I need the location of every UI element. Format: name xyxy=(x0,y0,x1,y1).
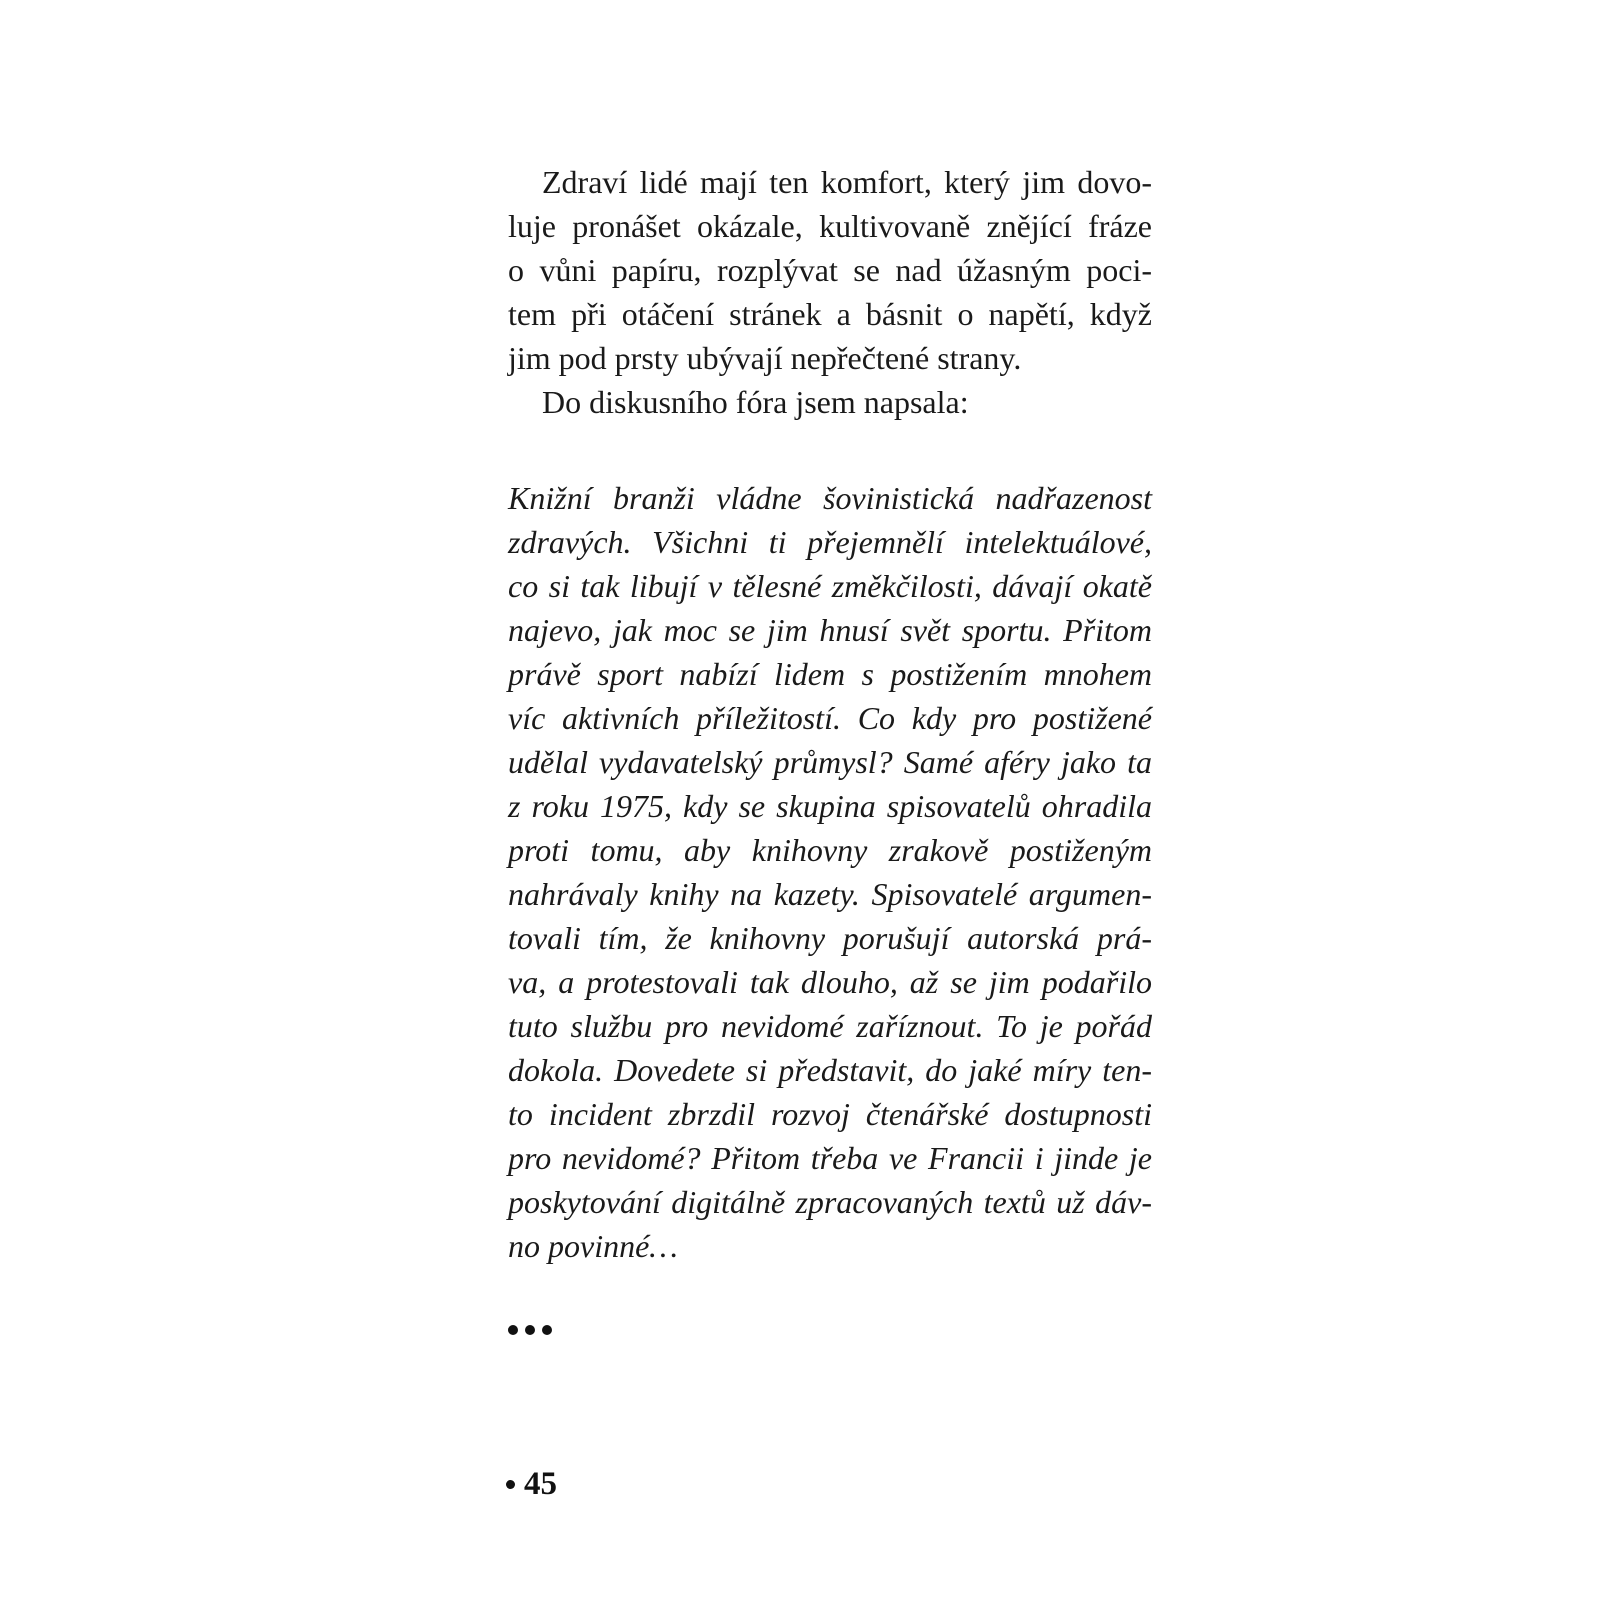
page-number xyxy=(506,1464,557,1504)
quote-line: udělal vydavatelský průmysl? Samé aféry jako ta xyxy=(508,744,1152,780)
quote-line: zdravých. Všichni ti přejemnělí intelektuálové, xyxy=(508,524,1152,560)
separator-dot-icon xyxy=(508,1325,518,1335)
separator-dot-icon xyxy=(542,1325,552,1335)
quote-line: poskytování digitálně zpracovaných textů už dáv- xyxy=(508,1184,1152,1220)
paragraph-line: o vůni papíru, rozplývat se nad úžasným poci- xyxy=(508,252,1152,288)
bullet-icon xyxy=(506,1480,515,1489)
paragraph-line: luje pronášet okázale, kultivovaně znějící fráze xyxy=(508,208,1152,244)
section-separator-dots xyxy=(508,1318,552,1342)
paragraph-line: jim pod prsty ubývají nepřečtené strany. xyxy=(508,340,1022,376)
separator-dot-icon xyxy=(525,1325,535,1335)
quote-line: víc aktivních příležitostí. Co kdy pro postižené xyxy=(508,700,1152,736)
quote-line: Knižní branži vládne šovinistická nadřazenost xyxy=(508,480,1152,516)
page-body xyxy=(508,160,1152,1264)
quote-line: z roku 1975, kdy se skupina spisovatelů ohradila xyxy=(508,788,1152,824)
paragraph-line: tem při otáčení stránek a básnit o napětí, když xyxy=(508,296,1152,332)
quote-line: tuto službu pro nevidomé zaříznout. To je pořád xyxy=(508,1008,1152,1044)
quote-line: právě sport nabízí lidem s postižením mnohem xyxy=(508,656,1152,692)
quote-line: co si tak libují v tělesné změkčilosti, dávají okatě xyxy=(508,568,1152,604)
forum-post-quote xyxy=(508,476,1152,1268)
paragraph-line: Zdraví lidé mají ten komfort, který jim dovo- xyxy=(542,164,1152,200)
quote-line: proti tomu, aby knihovny zrakově postiženým xyxy=(508,832,1152,868)
paragraph-forum-intro: Do diskusního fóra jsem napsala: xyxy=(542,384,969,420)
quote-line: to incident zbrzdil rozvoj čtenářské dostupnosti xyxy=(508,1096,1152,1132)
quote-line: nahrávaly knihy na kazety. Spisovatelé argumen- xyxy=(508,876,1152,912)
quote-line: va, a protestovali tak dlouho, až se jim podařilo xyxy=(508,964,1152,1000)
quote-line: dokola. Dovedete si představit, do jaké míry ten- xyxy=(508,1052,1152,1088)
quote-line: no povinné… xyxy=(508,1228,678,1264)
body-paragraphs xyxy=(508,160,1152,424)
quote-line: tovali tím, že knihovny porušují autorská prá- xyxy=(508,920,1152,956)
page-number-label: 45 xyxy=(524,1466,557,1502)
quote-line: najevo, jak moc se jim hnusí svět sportu. Přitom xyxy=(508,612,1152,648)
quote-line: pro nevidomé? Přitom třeba ve Francii i jinde je xyxy=(508,1140,1152,1176)
